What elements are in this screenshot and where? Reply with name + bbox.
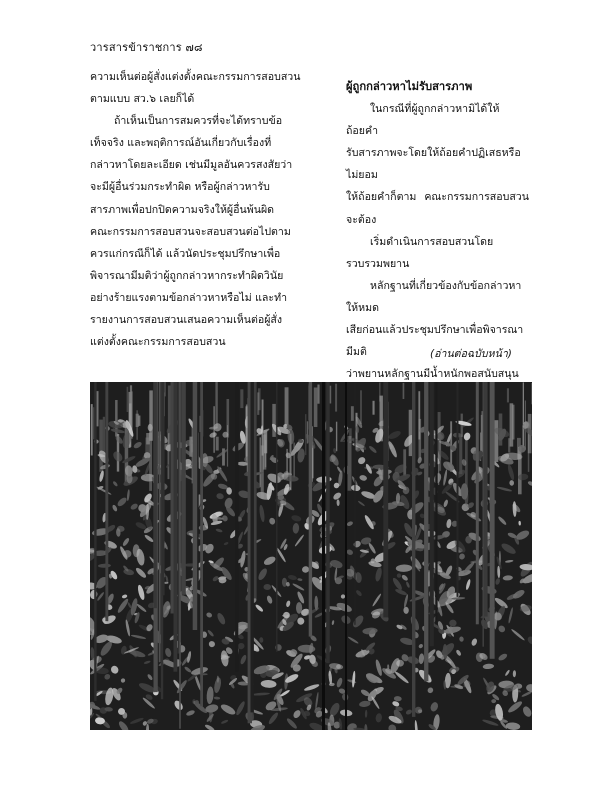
paragraph-line: จะมีผู้อื่นร่วมกระทำผิด หรือผู้กล่าวหารับ <box>90 181 270 194</box>
paragraph-line: กล่าวหาโดยละเอียด เช่นมีมูลอันควรสงสัยว่า <box>90 159 293 172</box>
paragraph-line: ถ้าเห็นเป็นการสมควรที่จะได้ทราบข้อ <box>114 115 283 128</box>
forest-photo-image <box>90 382 532 730</box>
left-text-column <box>90 66 330 353</box>
paragraph-line: รับสารภาพจะโดยให้ถ้อยคำปฏิเสธหรือไม่ยอม <box>346 147 521 182</box>
paragraph-line: ให้ถ้อยคำก็ตาม คณะกรรมการสอบสวนจะต้อง <box>346 191 529 226</box>
forest-photo <box>90 382 532 730</box>
paragraph-line: ความเห็นต่อผู้สั่งแต่งตั้งคณะกรรมการสอบสวน <box>90 71 301 83</box>
paragraph-line: ในกรณีที่ผู้ถูกกล่าวหามิได้ให้ถ้อยคำ <box>346 103 500 138</box>
paragraph-line: สารภาพเพื่อปกปิดความจริงให้ผู้อื่นพ้นผิด <box>90 203 275 216</box>
paragraph-line: ควรแก่กรณีก็ได้ แล้วนัดประชุมปรึกษาเพื่อ <box>90 247 281 260</box>
paragraph-line: คณะกรรมการสอบสวนจะสอบสวนต่อไปตาม <box>90 225 291 238</box>
paragraph-line: เท็จจริง และพฤติการณ์อันเกี่ยวกับเรื่องที่ <box>90 137 272 150</box>
running-header: วารสารข้าราชการ ๗๘ <box>90 41 203 54</box>
paragraph-line: เริ่มดำเนินการสอบสวนโดยรวบรวมพยาน <box>346 235 494 270</box>
paragraph-line: แต่งตั้งคณะกรรมการสอบสวน <box>90 336 226 349</box>
continued-note: (อ่านต่อฉบับหน้า) <box>430 348 512 360</box>
paragraph-line: พิจารณามีมติว่าผู้ถูกกล่าวหากระทำผิดวินัย <box>90 269 284 282</box>
paragraph-line: ว่าพยานหลักฐานมีน้ำหนักพอสนับสนุน <box>346 368 519 381</box>
paragraph-line: หลักฐานที่เกี่ยวข้องกับข้อกล่าวหาให้หมด <box>346 279 522 314</box>
paragraph-line: รายงานการสอบสวนเสนอความเห็นต่อผู้สั่ง <box>90 314 283 327</box>
paragraph-line: อย่างร้ายแรงตามข้อกล่าวหาหรือไม่ และทำ <box>90 291 288 304</box>
section-title: ผู้ถูกกล่าวหาไม่รับสารภาพ <box>346 80 473 93</box>
paragraph-line: เสียก่อนแล้วประชุมปรึกษาเพื่อพิจารณามีมติ <box>346 324 524 359</box>
paragraph-line: ตามแบบ สว.๖ เลยก็ได้ <box>90 93 195 106</box>
